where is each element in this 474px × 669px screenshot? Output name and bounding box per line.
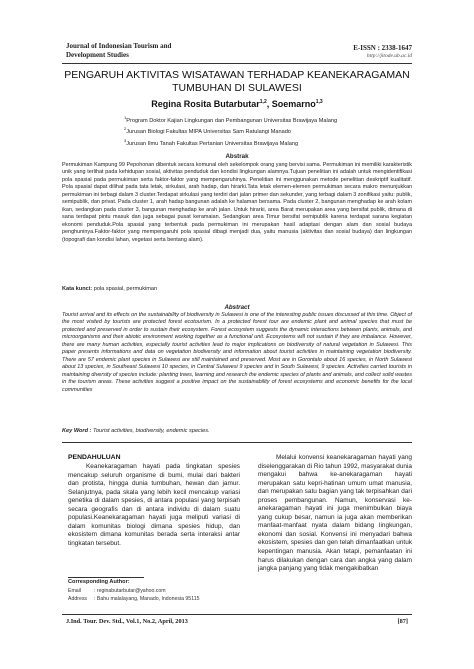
journal-url[interactable]: http://jitode.ub.ac.id xyxy=(366,53,412,59)
footnote-divider xyxy=(68,577,144,578)
keywords xyxy=(62,428,412,434)
correspondence-email xyxy=(68,588,166,594)
author-list xyxy=(62,99,412,109)
affiliation-3-number: 3 xyxy=(124,137,127,143)
page-number: [87] xyxy=(397,618,408,625)
section-heading-pendahuluan: PENDAHULUAN xyxy=(68,454,121,461)
paper-title-line2: TUMBUHAN DI SULAWESI xyxy=(172,82,302,94)
footer-divider xyxy=(62,614,412,615)
kata-kunci-label: Kata kunci: xyxy=(62,286,93,292)
author-2: Soemarno xyxy=(271,99,316,109)
kata-kunci xyxy=(62,286,412,292)
left-column-paragraph: Keanekaragaman hayati pada tingkatan spesies mencakup seluruh organisme di bumi, mulai dari bakteri dan protista, hingga dunia tumbuhan, hewan dan jamur. Selanjutnya, pada skala yang lebih kecil mencakup variasi genetika di dalam spesies, di antara populasi yang terpisah secara geografis dan di antara individu di dalam suatu populasi.Keanekaragaman hayati juga meliputi variasi di dalam komunitas biologi dimana spesies hidup, dan ekosistem dimana komunitas berada serta interaksi antar tingkatan tersebut. xyxy=(68,463,240,547)
section-divider xyxy=(62,442,412,443)
corresponding-author-heading: Corresponding Author: xyxy=(68,579,130,585)
email-value[interactable]: : reginabutarbutar@yahoo.com xyxy=(94,588,166,594)
paper-title xyxy=(62,69,412,95)
keywords-text: Tourist activities, biodiversity, endemic species. xyxy=(91,428,210,434)
email-label: Email xyxy=(68,588,81,594)
abstrak-heading: Abstrak xyxy=(225,153,249,160)
affiliation-2 xyxy=(124,125,384,136)
kata-kunci-text: pola spasial, permukiman xyxy=(92,286,158,292)
affiliation-2-number: 2 xyxy=(124,126,127,132)
paper-title-line1: PENGARUH AKTIVITAS WISATAWAN TERHADAP KEANEKARAGAMAN xyxy=(64,69,410,81)
journal-name xyxy=(66,42,226,59)
author-separator: , xyxy=(266,99,272,109)
affiliation-2-text: Jurusan Biologi Fakultas MIPA Universitas Sam Ratulangi Manado xyxy=(126,129,291,136)
abstract-body: Tourist arrival and its effects on the sustainability of biodiversity in Sulawesi is one of the interesting public issues discussed at this time. Object of the most visited by tourists are protected forest ecotourism. In a protected forest tour are endemic plant and animal species that must be protected and preserved in order to sustain their ecosystem. Forest ecosystem suggests the dynamic interactions between plants, animals, and microorganisms and their abiotic environment working together as a functional unit. Ecosystems will not sustain if they are imbalance. However, there are many human activities, especially tourist activities lead to major implications on biodiversity of natural vegetation in Sulawesi. This paper presents informations and data on vegetation biodiversity and information about tourist activities in maintaining vegetation biodiversity. There are 57 endemic plant species in Sulawesi are still maintained and preserved. Most are in Gorontalo about 16 species, in North Sulawesi about 13 species, in Southeast Sulawesi 10 species, in Central Sulawesi 9 species and in South Sulawesi, 9 species. Activities carried tourists in maintaining diversity of species include: planting trees, learning and research the endemic species of plants and animals, and collect solid wastes in the tourism areas. These activities suggest a positive impact on the sustainability of forest ecosystems and economic benefits for the local communities xyxy=(62,312,412,393)
affiliation-1-text: Program Doktor Kajian Lingkungan dan Pembangunan Universitas Brawijaya Malang xyxy=(126,117,338,124)
issn: E-ISSN : 2338-1647 xyxy=(353,44,412,52)
address-value: : Bahu malalayang, Manado, Indonesia 95115 xyxy=(94,596,200,602)
right-column-paragraph: Melalui konvensi keanekaragaman hayati yang diselenggarakan di Rio tahun 1992, masyarakat dunia mengakui bahwa ke-anekaragaman hayati merupakan satu kepri-hatinan umum umat manusia, dan merupakan satu bagian yang tak terpisahkan dari proses pembangunan. Namun, konservasi ke-anekaragaman hayati ini juga menimbulkan biaya yang cukup besar, namun ia juga akan memberikan manfaat-manfaat nyata dalam bidang lingkungan, ekonomi dan sosial. Konvensi ini menyadari bahwa ekosistem, spesies dan gen telah dimanfaatkan untuk kepentingan manusia. Akan tetapi, pemanfaatan ini harus dilakukan dengan cara dan angka yang dalam jangka panjang yang tidak mengakibatkan xyxy=(258,454,412,573)
journal-name-line1: Journal of Indonesian Tourism and xyxy=(66,42,172,50)
correspondence-address xyxy=(68,596,199,602)
abstrak-body: Permukiman Kampung 99 Pepohonan dibentuk secara komunal oleh sekelompok orang yang bervisi sama. Permukiman ini memiliki karakteristik unik yang terlihat pada kehidupan sosial, aktivitas penduduk dan kondisi lingkungan alamnya.Tujuan penelitian ini adalah untuk mengidentifikasi pola spasial pada permukiman serta faktor-faktor yang mempengaruhinya. Penelitian ini menggunakan metode penelitian deskriptif kualitatif. Pola spasial dapat dilihat pada tata letak, sirkulasi, arah hadap, dan hirarki.Tata letak elemen-elemen permukiman secara makro menunjukkan permukiman ini terbagi dalam 3 cluster.Terdapat sirkulasi yang terdiri dari jalan primer dan sekunder, yang terbagi dalam 3 zonifikasi yaitu: publik, semipublik, dan privat. Pada cluster 1, arah hadap bangunan adalah ke halaman bersama. Pada cluster 2, bangunan menghadap ke arah kolam ikan, sedangkan pada cluster 3, bangunan menghadap ke arah jalan. Untuk hirarki, area Barat merupakan area yang bersifat publik, dimana di sana terdapat pintu masuk dan juga sebagai pusat keramaian. Sedangkan area Timur bersifat semipublik karena terdapat sarana kegiatan ekonomi penduduk.Pola spasial yang terbentuk pada permukiman ini merupakan hasil adaptasi dengan alam dan sosial budaya penghuninya.Faktor-faktor yang mempengaruhi pola spasial dibagi menjadi dua, yaitu manusia (aktivitas dan sosial budaya) dan lingkungan (topografi dan kondisi lahan, vegetasi serta bentang alam). xyxy=(62,162,412,243)
author-2-affil: 1,3 xyxy=(315,99,323,105)
header-divider xyxy=(62,63,412,64)
affiliation-3-text: Jurusan Ilmu Tanah Fakultas Pertanian Universitas Brawijaya Malang xyxy=(126,140,299,147)
keywords-label: Key Word : xyxy=(62,428,92,434)
author-1-affil: 1,2 xyxy=(259,99,267,105)
affiliation-1-number: 1 xyxy=(124,115,127,120)
author-1: Regina Rosita Butarbutar xyxy=(151,99,260,109)
affiliation-1 xyxy=(124,114,384,125)
abstract-heading: Abstract xyxy=(224,304,250,311)
footer-citation: J.Ind. Tour. Dev. Std., Vol.1, No.2, April, 2013 xyxy=(66,618,188,625)
address-label: Address xyxy=(68,596,88,602)
affiliations xyxy=(124,114,384,148)
left-column xyxy=(68,448,240,548)
right-column xyxy=(258,448,412,574)
journal-name-line2: Development Studies xyxy=(66,50,129,59)
affiliation-3 xyxy=(124,137,384,148)
